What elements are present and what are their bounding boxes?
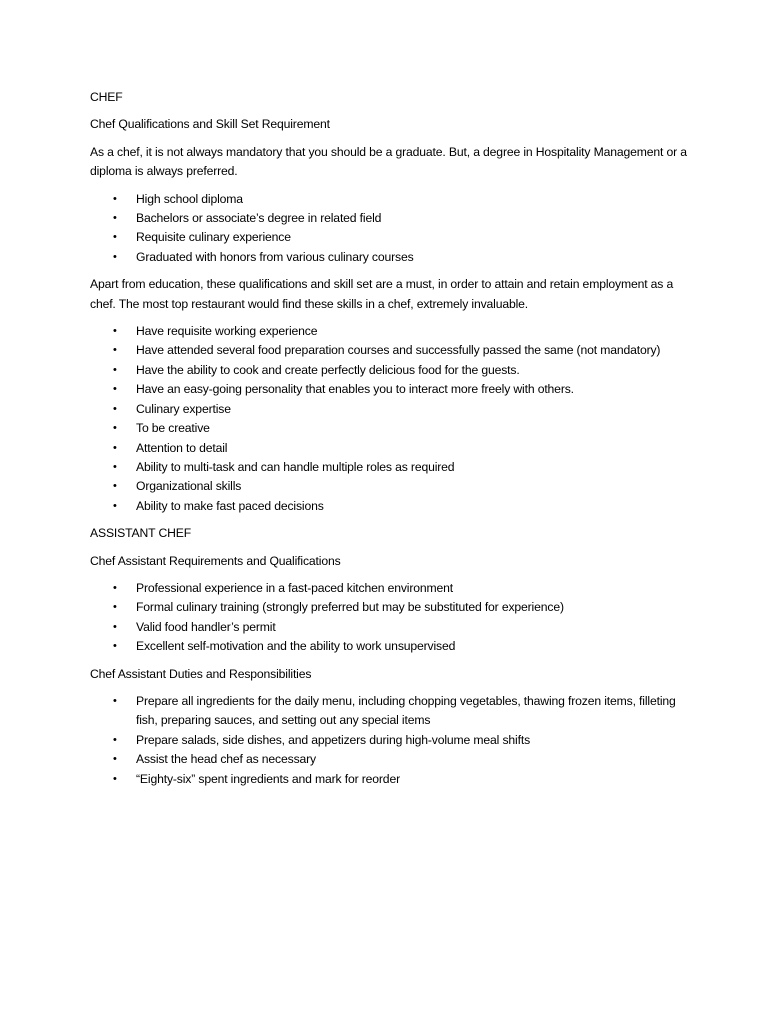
bullet-icon: • <box>113 581 117 594</box>
list-item-text: Assist the head chef as necessary <box>136 752 316 767</box>
list-item-text: Have the ability to cook and create perfectly delicious food for the guests. <box>136 362 520 377</box>
list-item <box>90 477 700 496</box>
bullet-icon: • <box>113 383 117 396</box>
list-item <box>90 692 700 731</box>
assistant-duties-heading: Chef Assistant Duties and Responsibilities <box>90 666 312 681</box>
bullet-icon: • <box>113 480 117 493</box>
chef-intro-paragraph: As a chef, it is not always mandatory that you should be a graduate. But, a degree in Hospitality Management or a diploma is always preferred. <box>90 144 687 179</box>
bullet-icon: • <box>113 344 117 357</box>
list-item <box>90 380 700 399</box>
list-item <box>90 419 700 438</box>
bullet-icon: • <box>113 402 117 415</box>
list-item <box>90 497 700 516</box>
list-item-text: Attention to detail <box>136 440 228 455</box>
list-item-text: Requisite culinary experience <box>136 230 291 245</box>
bullet-icon: • <box>113 460 117 473</box>
list-item-text: Prepare salads, side dishes, and appetizers during high-volume meal shifts <box>136 732 531 747</box>
list-item <box>90 731 700 750</box>
list-item-text: Formal culinary training (strongly preferred but may be substituted for experience) <box>136 600 564 615</box>
assistant-chef-title: ASSISTANT CHEF <box>90 526 192 541</box>
list-item-text: Bachelors or associate’s degree in related field <box>136 211 382 226</box>
bullet-icon: • <box>113 250 117 263</box>
bullet-icon: • <box>113 753 117 766</box>
bullet-icon: • <box>113 694 117 707</box>
list-item <box>90 400 700 419</box>
document-page <box>90 88 700 797</box>
list-item <box>90 579 700 598</box>
list-item-text: Culinary expertise <box>136 401 231 416</box>
chef-degree-list <box>90 190 700 268</box>
list-item-text: Organizational skills <box>136 479 242 494</box>
bullet-icon: • <box>113 231 117 244</box>
list-item-text: Have an easy-going personality that enables you to interact more freely with others. <box>136 382 574 397</box>
bullet-icon: • <box>113 192 117 205</box>
assistant-duties-list <box>90 692 700 789</box>
list-item-text: Ability to make fast paced decisions <box>136 498 324 513</box>
bullet-icon: • <box>113 620 117 633</box>
list-item <box>90 322 700 341</box>
list-item-text: Ability to multi-task and can handle multiple roles as required <box>136 459 455 474</box>
list-item <box>90 439 700 458</box>
list-item-text: Graduated with honors from various culinary courses <box>136 249 414 264</box>
list-item <box>90 341 700 360</box>
chef-title: CHEF <box>90 90 123 104</box>
bullet-icon: • <box>113 422 117 435</box>
list-item <box>90 618 700 637</box>
assistant-requirements-list <box>90 579 700 657</box>
bullet-icon: • <box>113 441 117 454</box>
list-item <box>90 248 700 267</box>
list-item-text: Prepare all ingredients for the daily menu, including chopping vegetables, thawing frozen items, filleting fish, preparing sauces, and setting out any special items <box>136 693 676 728</box>
list-item <box>90 770 700 789</box>
chef-skills-list <box>90 322 700 516</box>
bullet-icon: • <box>113 640 117 653</box>
list-item-text: Have attended several food preparation courses and successfully passed the same (not mandatory) <box>136 343 661 358</box>
bullet-icon: • <box>113 772 117 785</box>
bullet-icon: • <box>113 363 117 376</box>
list-item-text: High school diploma <box>136 191 243 206</box>
list-item-text: To be creative <box>136 421 210 436</box>
list-item <box>90 361 700 380</box>
list-item <box>90 637 700 656</box>
list-item <box>90 228 700 247</box>
bullet-icon: • <box>113 601 117 614</box>
list-item <box>90 458 700 477</box>
list-item-text: Professional experience in a fast-paced kitchen environment <box>136 580 454 595</box>
bullet-icon: • <box>113 733 117 746</box>
list-item-text: Have requisite working experience <box>136 324 318 339</box>
bullet-icon: • <box>113 325 117 338</box>
list-item <box>90 209 700 228</box>
bullet-icon: • <box>113 212 117 225</box>
list-item-text: Excellent self-motivation and the ability to work unsupervised <box>136 639 456 654</box>
list-item <box>90 750 700 769</box>
bullet-icon: • <box>113 499 117 512</box>
list-item <box>90 190 700 209</box>
list-item-text: “Eighty-six” spent ingredients and mark for reorder <box>136 771 400 786</box>
chef-skills-intro-paragraph: Apart from education, these qualifications and skill set are a must, in order to attain and retain employment as a chef. The most top restaurant would find these skills in a chef, extremely invaluable. <box>90 277 674 311</box>
list-item <box>90 598 700 617</box>
list-item-text: Valid food handler’s permit <box>136 619 276 634</box>
assistant-requirements-heading: Chef Assistant Requirements and Qualifications <box>90 553 341 568</box>
chef-qualifications-heading: Chef Qualifications and Skill Set Requirement <box>90 117 330 132</box>
